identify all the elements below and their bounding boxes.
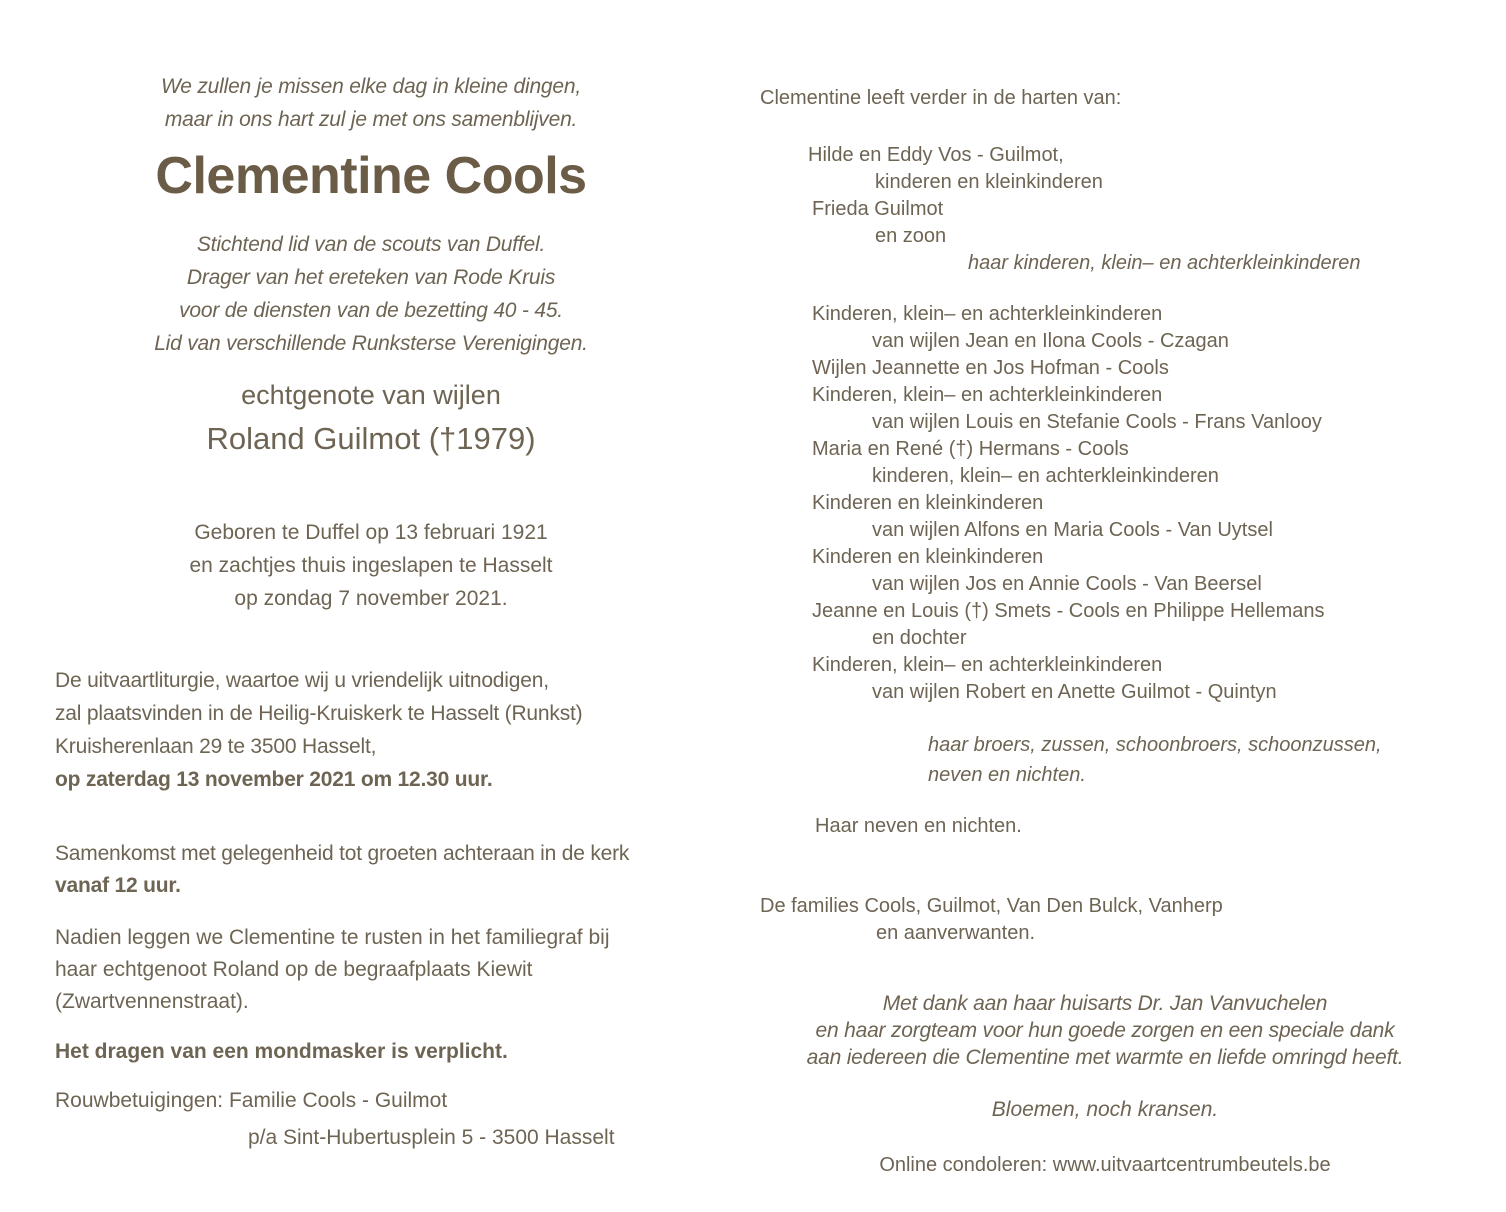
right-column (760, 0, 1450, 1212)
thanks-block (760, 990, 1450, 1071)
siblings-note-line: neven en nichten. (928, 764, 1086, 786)
survivors-intro: Clementine leeft verder in de harten van: (760, 87, 1122, 109)
epigraph (55, 70, 687, 136)
family-line: van wijlen Jos en Annie Cools - Van Beersel (872, 573, 1262, 595)
honors-line: Stichtend lid van de scouts van Duffel. (196, 233, 546, 256)
flowers-note: Bloemen, noch kransen. (991, 1098, 1219, 1121)
cousins-line: Haar neven en nichten. (815, 815, 1022, 837)
hearts-line: kinderen en kleinkinderen (875, 171, 1103, 193)
hearts-line: en zoon (875, 225, 947, 247)
hearts-line: Frieda Guilmot (812, 198, 944, 220)
hearts-block (760, 142, 1450, 277)
honors-line: Drager van het ereteken van Rode Kruis (186, 266, 556, 289)
family-line: en dochter (872, 627, 967, 649)
families-line: De families Cools, Guilmot, Van Den Bulck, Vanherp (760, 895, 1223, 917)
condolence-address-line: Rouwbetuigingen: Familie Cools - Guilmot (55, 1089, 448, 1112)
thanks-line: en haar zorgteam voor hun goede zorgen en een speciale dank (815, 1019, 1395, 1042)
siblings-note-line: haar broers, zussen, schoonbroers, schoonzussen, (928, 734, 1382, 756)
deceased-name: Clementine Cools (155, 147, 587, 205)
family-line: van wijlen Jean en Ilona Cools - Czagan (872, 330, 1229, 352)
hearts-line: Hilde en Eddy Vos - Guilmot, (808, 144, 1064, 166)
family-line: Kinderen en kleinkinderen (812, 546, 1044, 568)
funeral-service (55, 664, 687, 796)
service-datetime: op zaterdag 13 november 2021 om 12.30 uur. (55, 768, 493, 791)
thanks-line: Met dank aan haar huisarts Dr. Jan Vanvuchelen (882, 992, 1328, 1015)
birth-line: Geboren te Duffel op 13 februari 1921 (194, 521, 548, 544)
service-line: De uitvaartliturgie, waartoe wij u vriendelijk uitnodigen, (55, 669, 549, 692)
families-block (760, 893, 1450, 947)
family-line: Jeanne en Louis (†) Smets - Cools en Philippe Hellemans (812, 600, 1325, 622)
siblings-note (760, 730, 1450, 790)
thanks-line: aan iedereen die Clementine met warmte en liefde omringd heeft. (806, 1046, 1404, 1069)
burial-line: Nadien leggen we Clementine te rusten in het familiegraf bij (55, 926, 610, 949)
family-line: van wijlen Louis en Stefanie Cools - Frans Vanlooy (872, 411, 1322, 433)
mask-notice: Het dragen van een mondmasker is verplicht. (55, 1040, 508, 1063)
cousins-line-wrap (760, 813, 1450, 840)
honors-line: Lid van verschillende Runksterse Verenigingen. (154, 332, 588, 355)
family-line: Kinderen, klein– en achterkleinkinderen (812, 303, 1163, 325)
family-line: van wijlen Robert en Anette Guilmot - Quintyn (872, 681, 1277, 703)
family-line: Kinderen, klein– en achterkleinkinderen (812, 654, 1163, 676)
condolence-address (55, 1082, 687, 1156)
epigraph-line: We zullen je missen elke dag in kleine dingen, (161, 75, 581, 98)
family-line: Wijlen Jeannette en Jos Hofman - Cools (812, 357, 1169, 379)
death-line: en zachtjes thuis ingeslapen te Hasselt (189, 554, 553, 577)
burial (55, 922, 687, 1018)
spouse-block (55, 374, 687, 462)
gathering-line: Samenkomst met gelegenheid tot groeten achteraan in de kerk (55, 842, 630, 865)
family-line: Kinderen, klein– en achterkleinkinderen (812, 384, 1163, 406)
family-line: kinderen, klein– en achterkleinkinderen (872, 465, 1219, 487)
family-line: van wijlen Alfons en Maria Cools - Van Uytsel (872, 519, 1273, 541)
family-list (760, 301, 1450, 706)
left-column (55, 0, 687, 1212)
online-condolence: Online condoleren: www.uitvaartcentrumbeutels.be (879, 1154, 1331, 1176)
family-line: Kinderen en kleinkinderen (812, 492, 1044, 514)
service-line: zal plaatsvinden in de Heilig-Kruiskerk te Hasselt (Runkst) (55, 702, 583, 725)
condolence-address-line: p/a Sint-Hubertusplein 5 - 3500 Hasselt (248, 1126, 615, 1149)
burial-line: haar echtgenoot Roland op de begraafplaats Kiewit (55, 958, 533, 981)
family-line: Maria en René (†) Hermans - Cools (812, 438, 1129, 460)
spouse-name: Roland Guilmot (†1979) (206, 421, 536, 456)
honors-line: voor de diensten van de bezetting 40 - 45. (179, 299, 563, 322)
burial-line: (Zwartvennenstraat). (55, 990, 249, 1013)
families-line: en aanverwanten. (876, 922, 1036, 944)
gathering (55, 838, 687, 902)
life-dates (55, 516, 687, 615)
service-line: Kruisherenlaan 29 te 3500 Hasselt, (55, 735, 377, 758)
epigraph-line: maar in ons hart zul je met ons samenblijven. (164, 108, 578, 131)
death-date-line: op zondag 7 november 2021. (234, 587, 508, 610)
honors (55, 228, 687, 360)
gathering-time: vanaf 12 uur. (55, 874, 181, 897)
hearts-note: haar kinderen, klein– en achterkleinkinderen (968, 252, 1361, 274)
spouse-line: echtgenote van wijlen (241, 380, 501, 410)
